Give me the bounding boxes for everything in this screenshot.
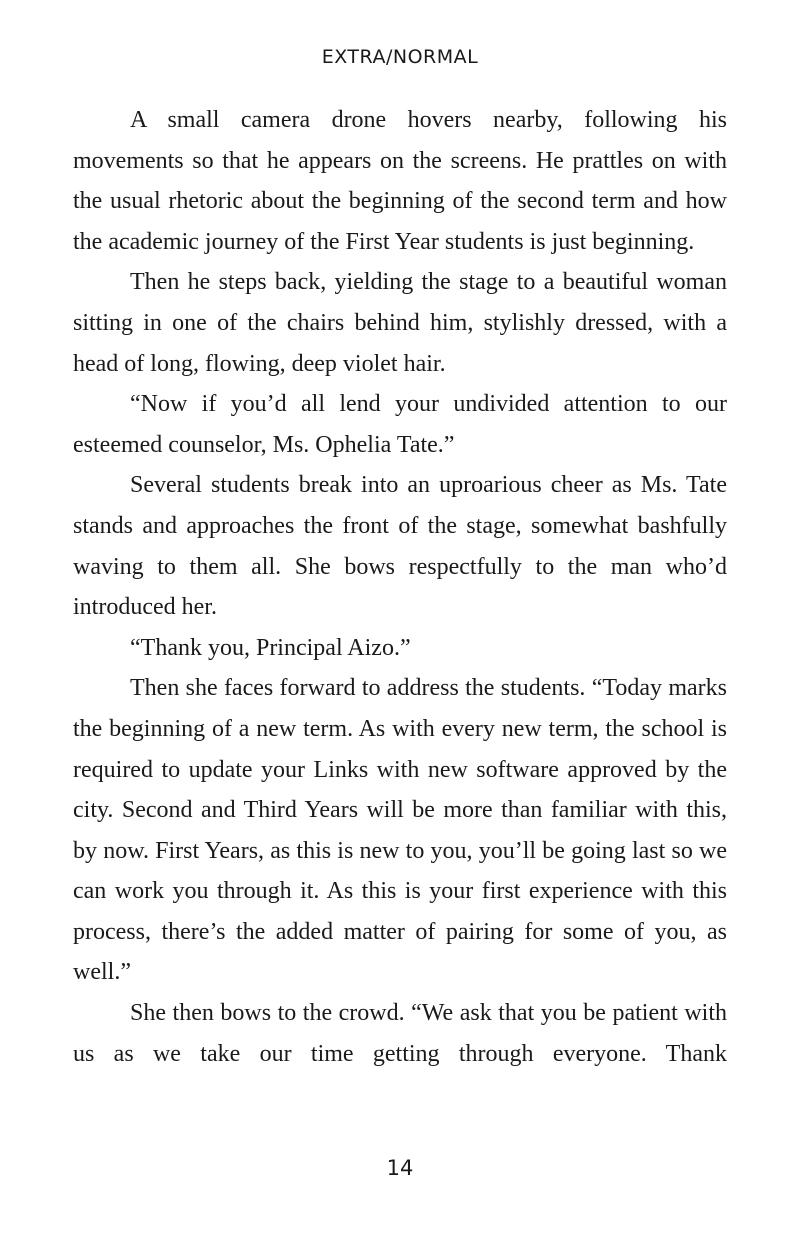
paragraph: Then she faces forward to address the students. “Today marks the beginning of a new term. As with every new term, the school is required to update your Links with new software approved by the city. Second and Third Years will be more than familiar with this, by now. First Years, as this is new to you, you’ll be going last so we can work you through it. As this is your first experience with this process, there’s the added matter of pairing for some of you, as well.”: [73, 675, 727, 986]
page-body: [73, 100, 727, 1074]
paragraph: Several students break into an uproarious cheer as Ms. Tate stands and approaches the front of the stage, somewhat bashfully waving to them all. She bows respectfully to the man who’d introduced her.: [73, 472, 727, 621]
paragraph: Then he steps back, yielding the stage to a beautiful woman sitting in one of the chairs behind him, stylishly dressed, with a head of long, flowing, deep violet hair.: [73, 269, 727, 377]
paragraph: “Thank you, Principal Aizo.”: [130, 634, 411, 661]
paragraph: She then bows to the crowd. “We ask that you be patient with us as we take our time getting through everyone. Thank: [73, 1000, 727, 1067]
paragraph: A small camera drone hovers nearby, following his movements so that he appears on the screens. He prattles on with the usual rhetoric about the beginning of the second term and how the academic journey of the First Year students is just beginning.: [73, 107, 727, 255]
page-number: 14: [386, 1156, 414, 1180]
paragraph: “Now if you’d all lend your undivided attention to our esteemed counselor, Ms. Ophelia Tate.”: [73, 391, 727, 458]
running-header: EXTRA/NORMAL: [321, 46, 479, 68]
